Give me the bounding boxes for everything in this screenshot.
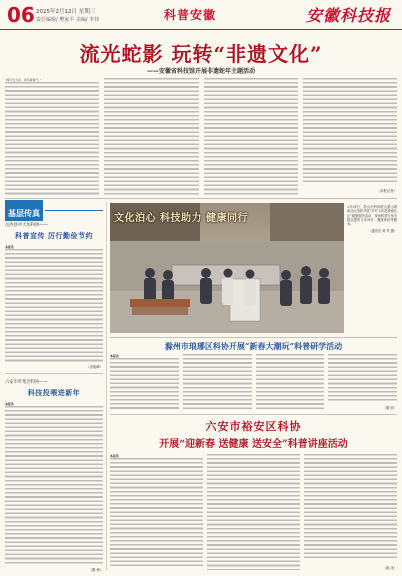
text-block: [5, 406, 103, 564]
divider: [5, 373, 103, 374]
divider: [110, 414, 397, 415]
lead-column-2: [104, 78, 198, 195]
lead-column-3: [204, 78, 298, 195]
item2-source: （董 俊）: [88, 567, 103, 572]
lead-source: （本报记者）: [376, 188, 397, 193]
chuzhou-column-1: [110, 354, 179, 410]
chuzhou-source: （滁 欣）: [382, 405, 397, 410]
luan-source: （俞 泽）: [382, 565, 397, 570]
text-block: [304, 454, 397, 560]
paper-logo: 安徽科技报: [306, 6, 392, 25]
text-block: [204, 78, 298, 195]
text-block: [303, 78, 397, 182]
item1-headline: 科普宣传 厉行勤俭节约: [15, 231, 93, 240]
lead-body: [5, 78, 397, 195]
item1-lead: 本报讯: [5, 245, 14, 249]
luan-body: [110, 454, 397, 570]
lead-body-intro: “两节当为序，同年新春气，”: [5, 78, 42, 82]
luan-lead: 本报讯: [110, 454, 119, 458]
item2-body: [5, 402, 103, 572]
chuzhou-lead: 本报讯: [110, 354, 119, 358]
item2-headline: 科技投喂进新年: [27, 388, 81, 397]
column-box-rule: [45, 210, 103, 212]
text-block: [256, 354, 325, 410]
text-block: [183, 354, 252, 410]
event-photo: [110, 203, 344, 333]
editor-line: 责任编辑/ 樊家平 美编/ 李伟: [36, 17, 100, 23]
luan-headline-line2: 开展“迎新春 送健康 送安全”科普讲座活动: [159, 439, 348, 450]
luan-column-2: [207, 454, 300, 570]
text-block: [5, 249, 103, 363]
lead-headline: 流光蛇影 玩转“非遗文化”: [79, 42, 323, 66]
text-block: [110, 358, 179, 410]
section-title: 科普安徽: [164, 8, 217, 22]
chuzhou-column-3: [256, 354, 325, 410]
photo-caption-text: 1月25日，蒙山市科协联合蒙山城南社区组织开展“乡村义诊进城南社区”健康服务活动，现场科普专家为群众提供义诊问诊、健康体检等服务。: [347, 205, 397, 227]
item1-body: [5, 245, 103, 369]
photo-caption-author: （通讯员 黄 华 摄）: [368, 229, 397, 234]
chuzhou-column-4: [328, 354, 397, 410]
lead-column-1: [5, 78, 99, 195]
item1-kicker: 岳西县中天坊科协——: [5, 223, 48, 228]
luan-column-3: [304, 454, 397, 570]
column-box: [5, 204, 103, 570]
page-number: 06: [7, 3, 35, 27]
text-block: [207, 454, 300, 570]
chuzhou-body: [110, 354, 397, 410]
photo-caption: [347, 205, 397, 333]
date-line: 2025年2月12日 星期三: [36, 9, 96, 15]
divider: [5, 198, 397, 199]
column-box-title: 基层传真: [8, 209, 40, 218]
text-block: [110, 458, 203, 568]
photo-banner: 文化泊心 科技助力 健康同行: [114, 213, 248, 224]
column-box-badge: [5, 200, 43, 221]
item2-lead: 本报讯: [5, 402, 14, 406]
lead-subhead: ——安徽省科技馆开展非遗蛇年主题活动: [146, 68, 255, 75]
text-block: [328, 354, 397, 402]
text-block: [104, 78, 198, 195]
column-box-header: [5, 204, 103, 217]
masthead: [0, 0, 402, 30]
luan-headline-line1: 六安市裕安区科协: [205, 420, 302, 433]
lead-column-4: [303, 78, 397, 195]
chuzhou-column-2: [183, 354, 252, 410]
item1-source: （洪振峰）: [86, 364, 103, 369]
divider: [110, 337, 397, 338]
column-rule: [106, 202, 107, 570]
text-block: [5, 82, 99, 195]
item2-kicker: 六安市叶集区科协——: [5, 380, 48, 385]
chuzhou-headline: 滁州市琅琊区科协开展“新春大潮玩”科普研学活动: [164, 341, 343, 351]
luan-column-1: [110, 454, 203, 570]
